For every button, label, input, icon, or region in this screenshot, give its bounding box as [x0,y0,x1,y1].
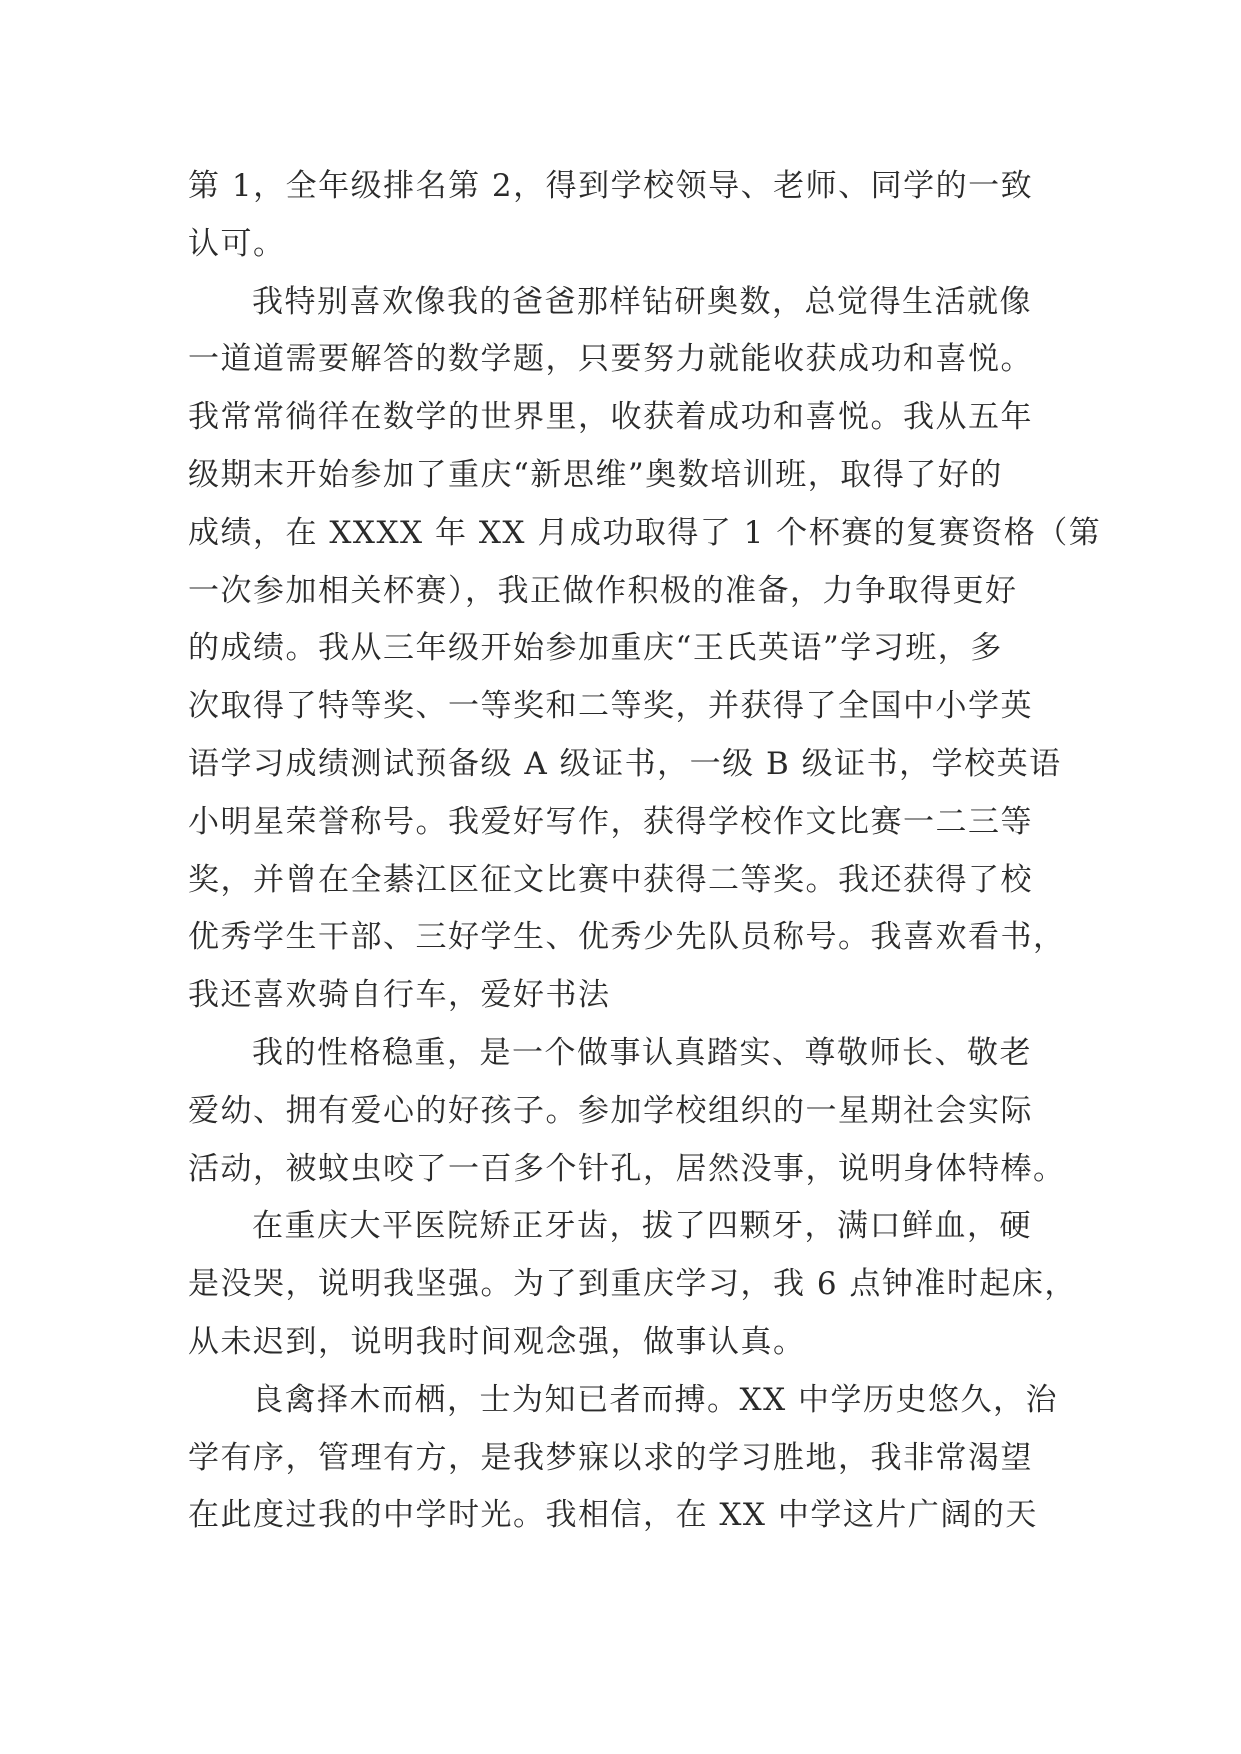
paragraph-first-line: 良禽择木而栖，士为知已者而搏。XX 中学历史悠久，治 [252,1381,1058,1418]
paragraph-first-line: 我的性格稳重，是一个做事认真踏实、尊敬师长、敬老 [252,1034,1032,1071]
document-body [188,158,1102,1545]
text-line: 的成绩。我从三年级开始参加重庆“王氏英语”学习班，多 [188,630,1003,667]
text-line: 级期末开始参加了重庆“新思维”奥数培训班，取得了好的 [188,456,1003,493]
paragraph-first-line: 在重庆大平医院矫正牙齿，拔了四颗牙，满口鲜血，硬 [252,1208,1032,1245]
text-line: 从未迟到，说明我时间观念强，做事认真。 [188,1323,806,1360]
text-line: 是没哭，说明我坚强。为了到重庆学习，我 6 点钟准时起床， [188,1266,1077,1303]
text-line: 爱幼、拥有爱心的好孩子。参加学校组织的一星期社会实际 [188,1092,1033,1129]
text-line: 在此度过我的中学时光。我相信，在 XX 中学这片广阔的天 [188,1497,1038,1534]
text-line: 我还喜欢骑自行车，爱好书法 [188,977,611,1014]
text-line: 学有序，管理有方，是我梦寐以求的学习胜地，我非常渴望 [188,1439,1033,1476]
text-line: 语学习成绩测试预备级 A 级证书，一级 B 级证书，学校英语 [188,745,1062,782]
text-line: 活动，被蚊虫咬了一百多个针孔，居然没事，说明身体特棒。 [188,1150,1066,1187]
text-line: 认可。 [188,225,286,262]
text-line: 优秀学生干部、三好学生、优秀少先队员称号。我喜欢看书， [188,919,1066,956]
text-line: 小明星荣誉称号。我爱好写作，获得学校作文比赛一二三等 [188,803,1033,840]
text-line: 成绩，在 XXXX 年 XX 月成功取得了 1 个杯赛的复赛资格（第 [188,514,1102,551]
text-line: 一道道需要解答的数学题，只要努力就能收获成功和喜悦。 [188,341,1033,378]
paragraph-first-line: 我特别喜欢像我的爸爸那样钻研奥数，总觉得生活就像 [252,283,1032,320]
text-line: 一次参加相关杯赛），我正做作积极的准备，力争取得更好 [188,572,1018,609]
text-line: 次取得了特等奖、一等奖和二等奖，并获得了全国中小学英 [188,688,1033,725]
text-line: 第 1，全年级排名第 2，得到学校领导、老师、同学的一致 [188,168,1034,204]
text-line: 奖，并曾在全綦江区征文比赛中获得二等奖。我还获得了校 [188,861,1033,898]
text-line: 我常常徜徉在数学的世界里，收获着成功和喜悦。我从五年 [188,399,1033,436]
